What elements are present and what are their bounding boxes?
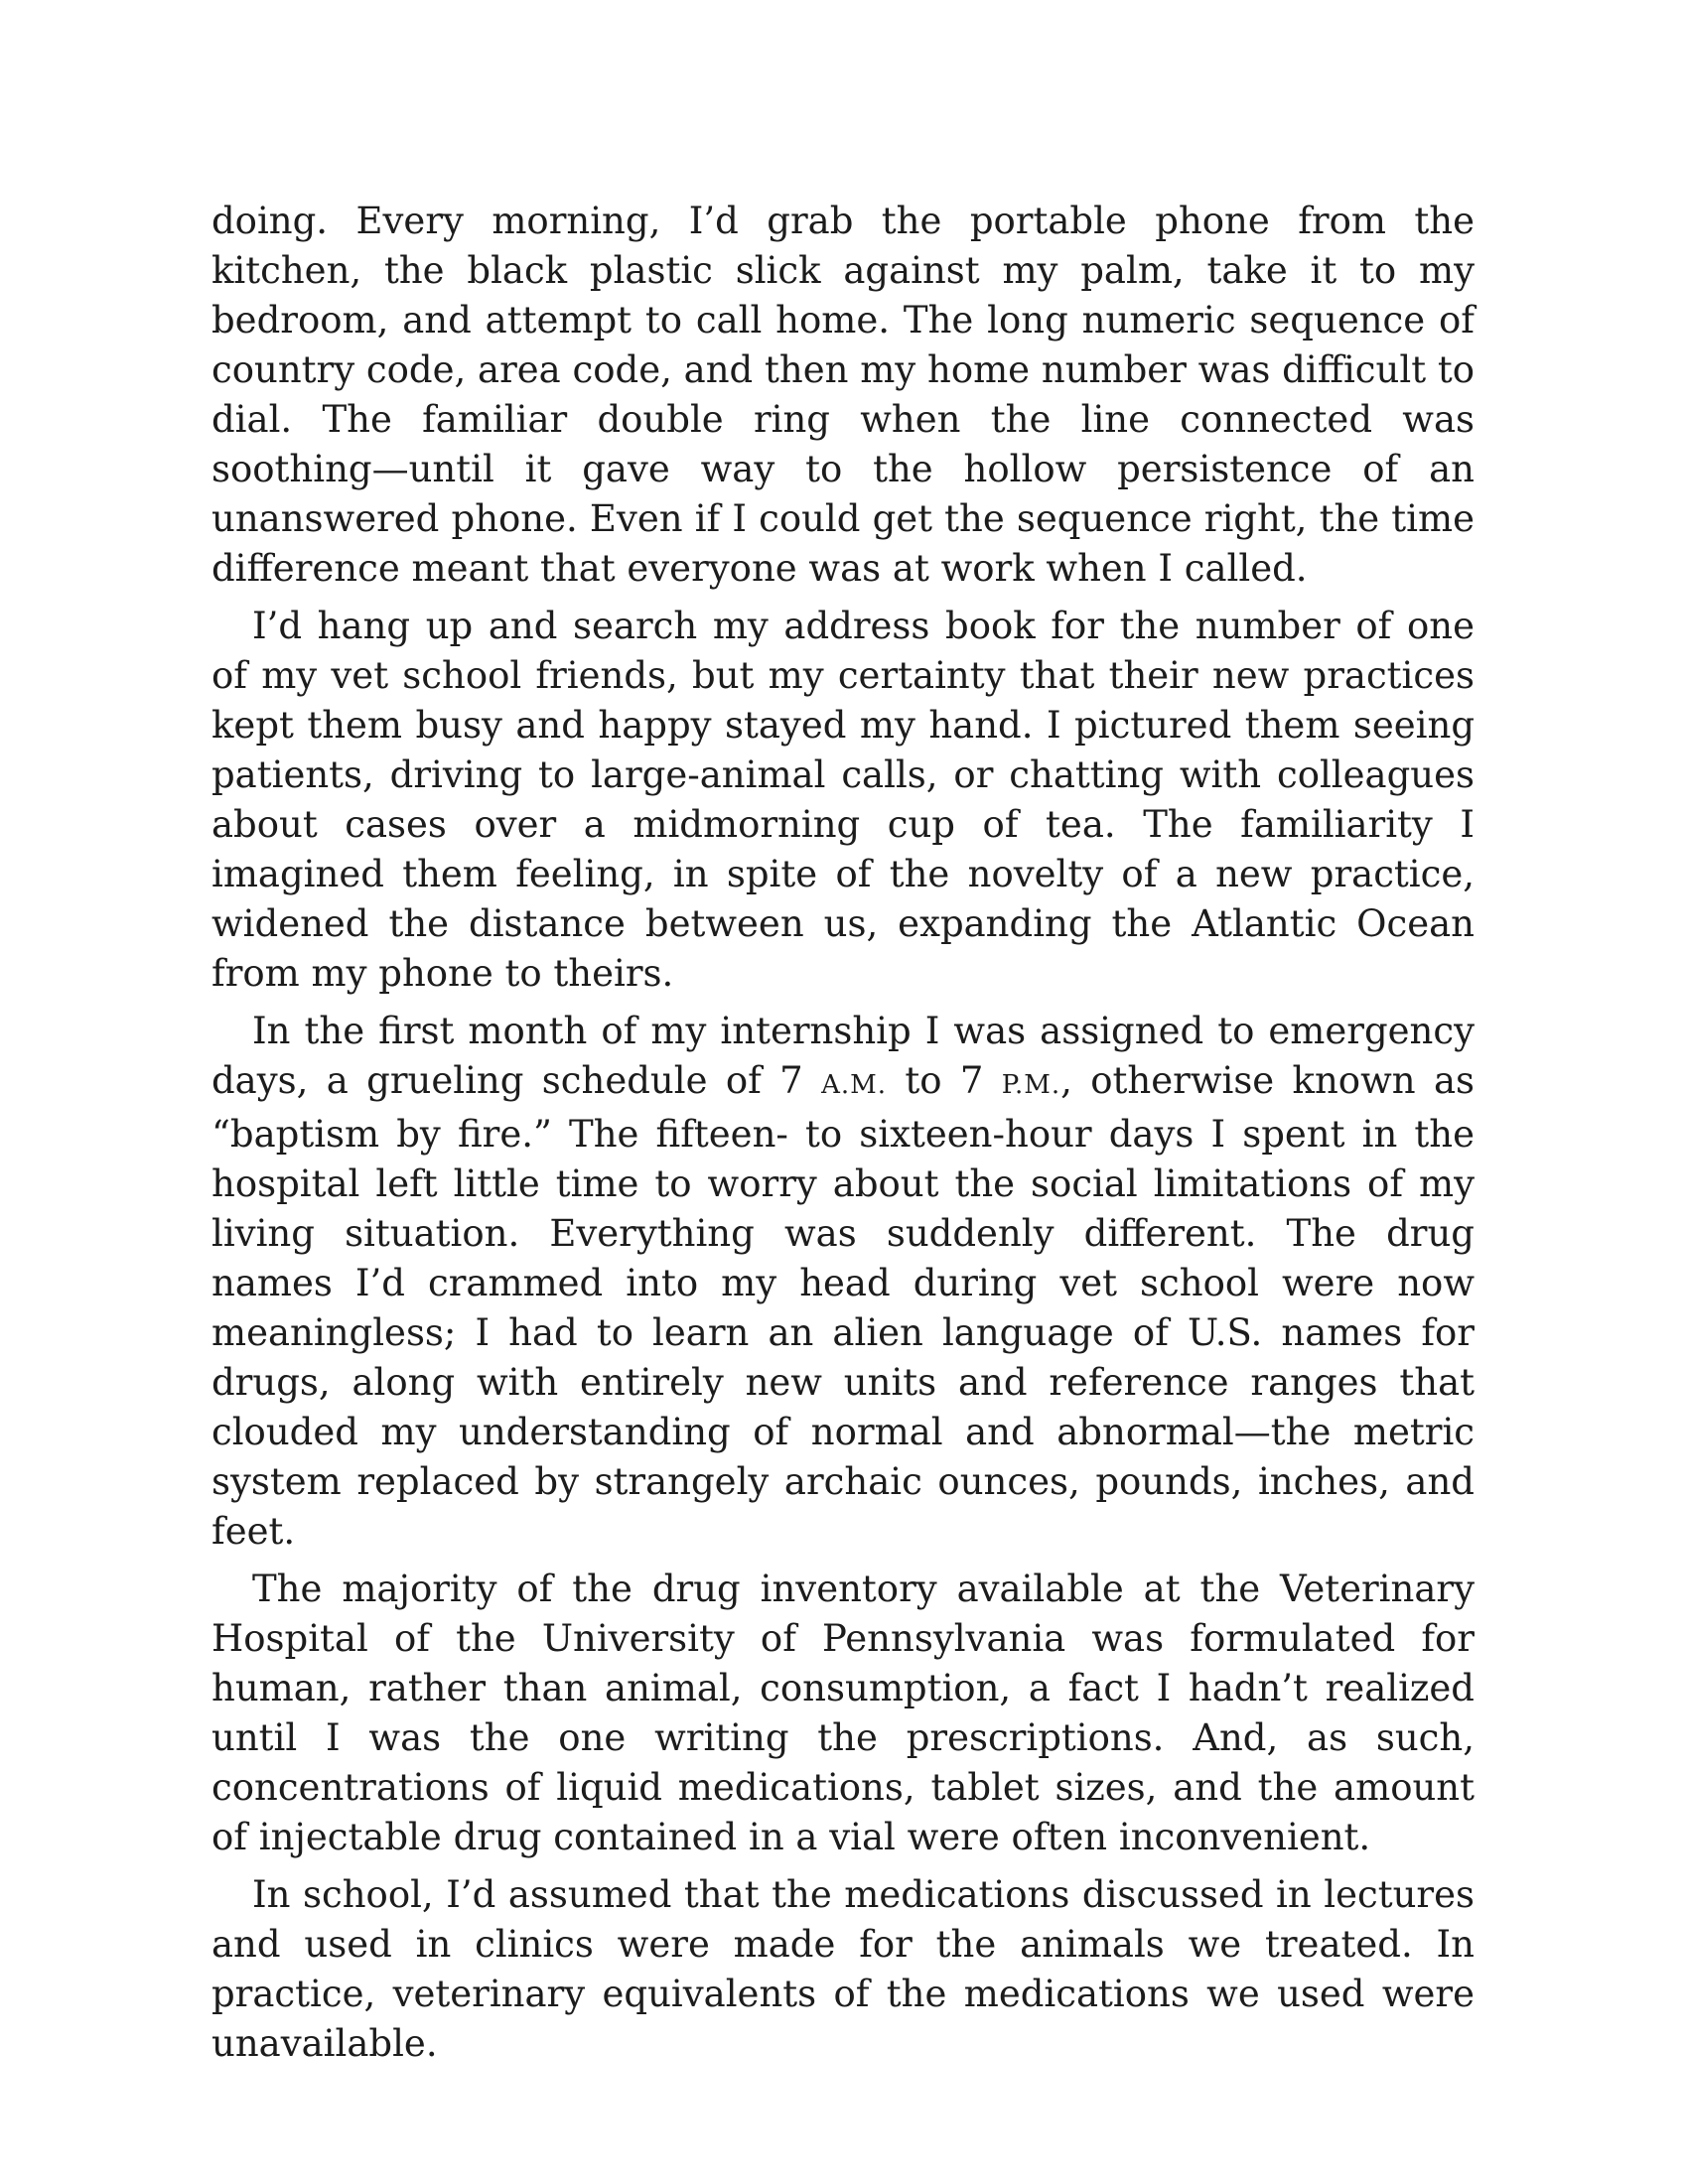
- paragraph-3: [211, 1007, 1475, 1557]
- time-pm-label: P.M.: [1001, 1070, 1061, 1100]
- paragraph-4: The majority of the drug inventory available at the Veterinary Hospital of the University of Pennsylvania was formulated for human, rather than animal, consumption, a fact I hadn’t realized until I was the one writing the prescriptions. And, as such, concentrations of liquid medications, tablet sizes, and the amount of injectable drug contained in a vial were often inconvenient.: [211, 1568, 1475, 1858]
- paragraph-5: In school, I’d assumed that the medications discussed in lectures and used in clinics were made for the animals we treated. In practice, veterinary equivalents of the medications we used were unavailable.: [211, 1873, 1475, 2065]
- paragraph-1: doing. Every morning, I’d grab the portable phone from the kitchen, the black plastic slick against my palm, take it to my bedroom, and attempt to call home. The long numeric sequence of country code, area code, and then my home number was difficult to dial. The familiar double ring when the line connected was soothing—until it gave way to the hollow persistence of an unanswered phone. Even if I could get the sequence right, the time difference meant that everyone was at work when I called.: [211, 200, 1475, 590]
- book-page: [211, 197, 1475, 2077]
- paragraph-2: I’d hang up and search my address book for the number of one of my vet school friends, but my certainty that their new practices kept them busy and happy stayed my hand. I pictured them seeing patients, driving to large-animal calls, or chatting with colleagues about cases over a midmorning cup of tea. The familiarity I imagined them feeling, in spite of the novelty of a new practice, widened the distance between us, expanding the Atlantic Ocean from my phone to theirs.: [211, 605, 1475, 995]
- paragraph-3-part-2: to 7: [887, 1059, 1002, 1102]
- paragraph-3-part-3: , otherwise known as “baptism by fire.” The fifteen- to sixteen-hour days I spent in the hospital left little time to worry about the social limitations of my living situation. Everything was suddenly different. The drug names I’d crammed into my head during vet school were now meaningless; I had to learn an alien language of U.S. names for drugs, along with entirely new units and reference ranges that clouded my understanding of normal and abnormal—the metric system replaced by strangely archaic ounces, pounds, inches, and feet.: [211, 1059, 1475, 1553]
- paragraph-3-part-1: In the first month of my internship I was assigned to emergency days, a grueling schedule of 7: [211, 1010, 1475, 1102]
- time-am-label: A.M.: [821, 1070, 887, 1100]
